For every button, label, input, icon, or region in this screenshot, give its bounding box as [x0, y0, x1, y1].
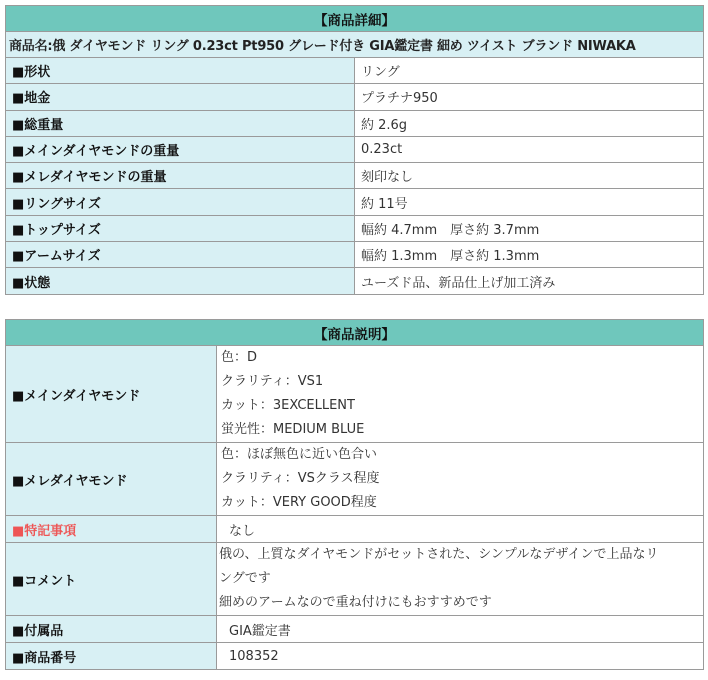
detail-value: ユーズド品、新品仕上げ加工済み: [355, 268, 704, 294]
spec-line: クラリティ：VS1: [221, 374, 324, 389]
detail-label: ■トップサイズ: [6, 215, 355, 241]
detail-row-melee-weight: [6, 163, 704, 189]
detail-value: 刻印なし: [355, 163, 704, 189]
detail-label: ■状態: [6, 268, 355, 294]
comment-label: ■コメント: [6, 543, 217, 616]
detail-row-main-diamond-weight: [6, 136, 704, 162]
detail-label: ■形状: [6, 58, 355, 84]
spec-line: 色：D: [221, 350, 258, 365]
detail-row-arm-size: [6, 242, 704, 268]
comment-line: 細めのアームなので重ね付けにもおすすめです: [219, 595, 492, 610]
detail-label: ■リングサイズ: [6, 189, 355, 215]
accessories-label: ■付属品: [6, 616, 217, 643]
product-description-table: [5, 319, 704, 670]
detail-value: 約 2.6g: [355, 110, 704, 136]
comment-line: 俄の、上質なダイヤモンドがセットされた、シンプルなデザインで上品なリ: [219, 547, 659, 562]
detail-label: ■メインダイヤモンドの重量: [6, 136, 355, 162]
product-number-label: ■商品番号: [6, 643, 217, 670]
spec-line: カット：VERY GOOD程度: [221, 495, 377, 510]
special-notes-label: ■特記事項: [6, 516, 217, 543]
detail-row-condition: [6, 268, 704, 294]
main-diamond-specs: [217, 346, 704, 443]
product-number-value: 108352: [217, 643, 704, 670]
detail-row-metal: [6, 84, 704, 110]
detail-label: ■地金: [6, 84, 355, 110]
detail-row-total-weight: [6, 110, 704, 136]
detail-row-shape: [6, 58, 704, 84]
detail-value: リング: [355, 58, 704, 84]
accessories-value: GIA鑑定書: [217, 616, 704, 643]
product-number-row: [6, 643, 704, 670]
spec-line: カット：3EXCELLENT: [221, 398, 355, 413]
detail-value: 0.23ct: [355, 136, 704, 162]
detail-label: ■総重量: [6, 110, 355, 136]
detail-value: 幅約 1.3mm 厚さ約 1.3mm: [355, 242, 704, 268]
detail-value: プラチナ950: [355, 84, 704, 110]
description-header: 【商品説明】: [6, 320, 704, 346]
detail-value: 幅約 4.7mm 厚さ約 3.7mm: [355, 215, 704, 241]
comment-row: [6, 543, 704, 616]
product-details-table: [5, 5, 704, 295]
main-diamond-row: [6, 346, 704, 443]
accessories-row: [6, 616, 704, 643]
detail-label: ■メレダイヤモンドの重量: [6, 163, 355, 189]
detail-row-top-size: [6, 215, 704, 241]
comment-text: [217, 543, 704, 616]
detail-row-ring-size: [6, 189, 704, 215]
melee-diamond-specs: [217, 443, 704, 516]
spec-line: 色：ほぼ無色に近い色合い: [221, 447, 378, 462]
spec-line: クラリティ：VSクラス程度: [221, 471, 380, 486]
spec-line: 蛍光性：MEDIUM BLUE: [221, 422, 365, 437]
detail-label: ■アームサイズ: [6, 242, 355, 268]
special-notes-row: [6, 516, 704, 543]
details-header: 【商品詳細】: [6, 6, 704, 32]
product-name: 商品名:俄 ダイヤモンド リング 0.23ct Pt950 グレード付き GIA鑑定書 細め ツイスト ブランド NIWAKA: [6, 32, 704, 58]
special-notes-value: なし: [217, 516, 704, 543]
melee-diamond-row: [6, 443, 704, 516]
main-diamond-label: ■メインダイヤモンド: [6, 346, 217, 443]
detail-value: 約 11号: [355, 189, 704, 215]
comment-line: ングです: [219, 571, 271, 586]
melee-diamond-label: ■メレダイヤモンド: [6, 443, 217, 516]
